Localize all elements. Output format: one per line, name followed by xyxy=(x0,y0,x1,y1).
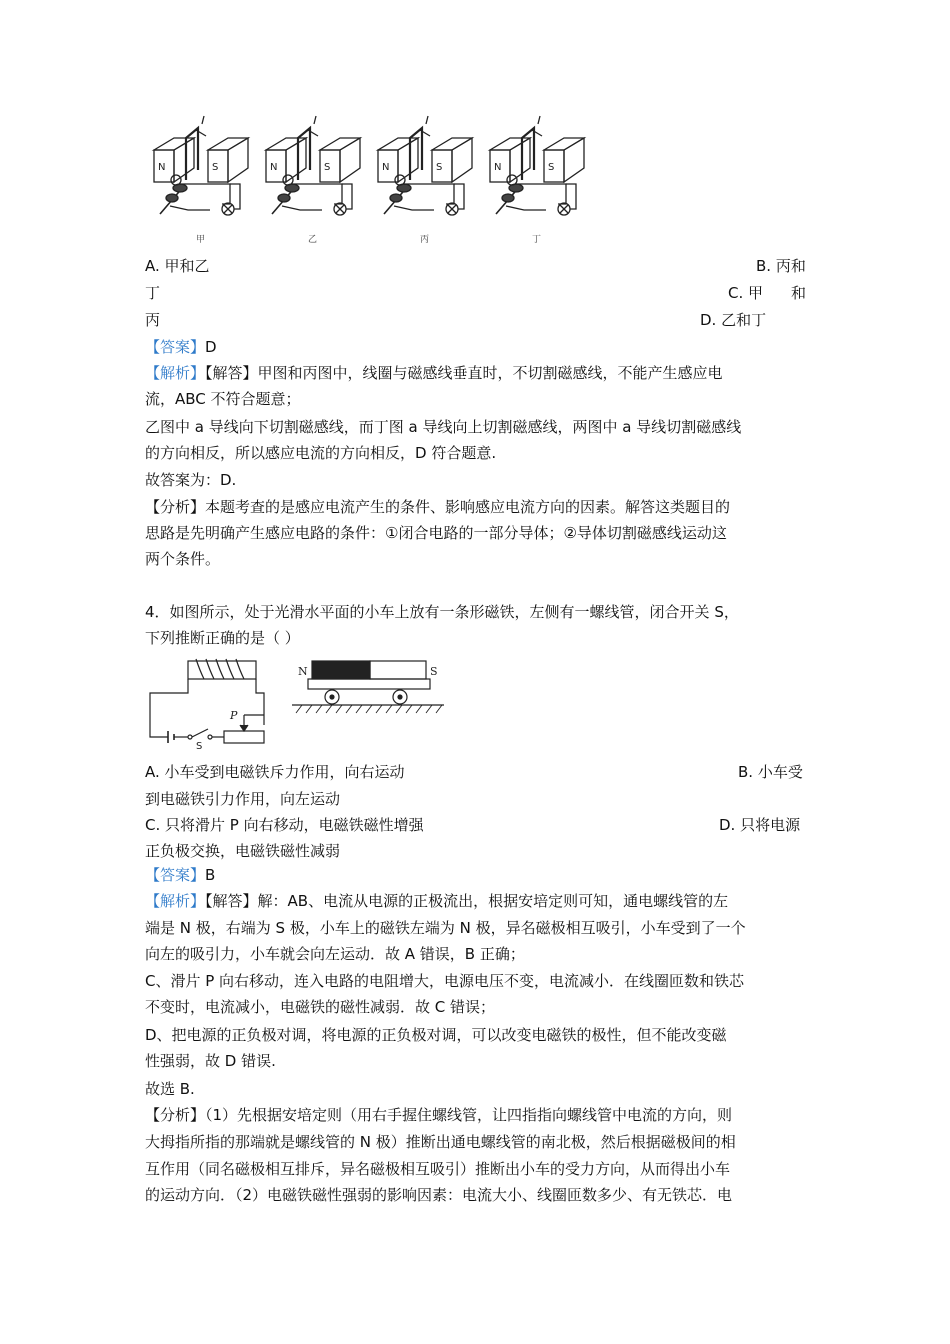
s-pole-label: S xyxy=(430,665,438,678)
analysis-line: 乙图中 a 导线向下切割磁感线，而丁图 a 导线向上切割磁感线，两图中 a 导线切割磁感线 xyxy=(145,418,742,436)
option-b-continued: 丁 xyxy=(145,284,161,302)
n-label-1: N xyxy=(158,162,166,173)
analysis-line xyxy=(145,363,723,383)
answer-value: B xyxy=(205,866,216,884)
switch-s-label: S xyxy=(196,741,203,750)
generator-diagrams-figure xyxy=(140,110,600,250)
answer-value: D xyxy=(205,338,217,356)
analysis-line: 向左的吸引力，小车就会向左运动．故 A 错误，B 正确； xyxy=(145,945,525,963)
question-4-stem: 下列推断正确的是（ ） xyxy=(145,629,300,647)
option-c-middle: 和 xyxy=(791,284,807,302)
fenxi-line: 两个条件。 xyxy=(145,550,221,568)
option-b: B. 小车受 xyxy=(738,763,803,781)
option-c: C. 只将滑片 P 向右移动，电磁铁磁性增强 xyxy=(145,816,424,834)
fenxi-line: 【分析】本题考查的是感应电流产生的条件、影响感应电流方向的因素。解答这类题目的 xyxy=(145,498,731,516)
figure-label-ding: 丁 xyxy=(532,235,542,245)
question-4-stem: 4．如图所示，处于光滑水平面的小车上放有一条形磁铁，左侧有一螺线管，闭合开关 S， xyxy=(145,603,739,621)
analysis-line: 不变时，电流减小，电磁铁的磁性减弱．故 C 错误； xyxy=(145,998,496,1016)
analysis-line: C、滑片 P 向右移动，连入电路的电阻增大，电源电压不变，电流减小．在线圈匝数和铁芯 xyxy=(145,972,745,990)
option-b: B. 丙和 xyxy=(756,257,806,275)
figure-label-jia: 甲 xyxy=(196,235,206,245)
option-d: D. 只将电源 xyxy=(719,816,801,834)
s-label-1: S xyxy=(212,162,219,173)
answer-tag: 【答案】 xyxy=(145,866,206,884)
s-label-2: S xyxy=(324,162,331,173)
option-a: A. 小车受到电磁铁斥力作用，向右运动 xyxy=(145,763,405,781)
analysis-tag: 【解析】 xyxy=(145,892,206,910)
option-a: A. 甲和乙 xyxy=(145,257,210,275)
option-c: C. 甲 xyxy=(728,284,764,302)
option-c-continued: 丙 xyxy=(145,311,161,329)
figure-label-yi: 乙 xyxy=(308,235,318,245)
s-label-3: S xyxy=(436,162,443,173)
n-label-4: N xyxy=(494,162,502,173)
figure-label-bing: 丙 xyxy=(420,235,430,245)
analysis-line: 流，ABC 不符合题意； xyxy=(145,390,301,408)
magnet-s-half xyxy=(370,661,426,679)
answer-line xyxy=(145,337,217,357)
fenxi-line: 大拇指所指的那端就是螺线管的 N 极）推断出通电螺线管的南北极，然后根据磁极间的相 xyxy=(145,1133,736,1151)
n-pole-label: N xyxy=(298,665,308,678)
s-label-4: S xyxy=(548,162,555,173)
analysis-line: 故答案为：D. xyxy=(145,471,237,489)
n-label-2: N xyxy=(270,162,278,173)
analysis-text: 【解答】甲图和丙图中，线圈与磁感线垂直时，不切割磁感线，不能产生感应电 xyxy=(205,364,723,382)
cart-magnet-figure xyxy=(290,655,450,715)
answer-tag: 【答案】 xyxy=(145,338,206,356)
fenxi-line: 【分析】（1）先根据安培定则（用右手握住螺线管，让四指指向螺线管中电流的方向，则 xyxy=(145,1106,733,1124)
option-d-continued: 正负极交换，电磁铁磁性减弱 xyxy=(145,842,341,860)
fenxi-line: 思路是先明确产生感应电路的条件：①闭合电路的一部分导体；②导体切割磁感线运动这 xyxy=(145,524,727,542)
analysis-line: 的方向相反，所以感应电流的方向相反，D 符合题意. xyxy=(145,444,497,462)
analysis-line: 性强弱，故 D 错误. xyxy=(145,1052,276,1070)
analysis-text: 【解答】解：AB、电流从电源的正极流出，根据安培定则可知，通电螺线管的左 xyxy=(205,892,729,910)
analysis-line: D、把电源的正负极对调，将电源的正负极对调，可以改变电磁铁的极性，但不能改变磁 xyxy=(145,1026,727,1044)
answer-line xyxy=(145,865,215,885)
n-label-3: N xyxy=(382,162,390,173)
magnet-n-half xyxy=(312,661,370,679)
generator-diagram xyxy=(154,116,248,215)
option-b-continued: 到电磁铁引力作用，向左运动 xyxy=(145,790,341,808)
option-d: D. 乙和丁 xyxy=(700,311,767,329)
solenoid-circuit-figure xyxy=(140,655,270,750)
analysis-line: 故选 B. xyxy=(145,1080,195,1098)
fenxi-line: 的运动方向．（2）电磁铁磁性强弱的影响因素：电流大小、线圈匝数多少、有无铁芯．电 xyxy=(145,1186,733,1204)
slider-p-label: P xyxy=(230,709,238,722)
analysis-line: 端是 N 极，右端为 S 极，小车上的磁铁左端为 N 极，异名磁极相互吸引，小车受到了一个 xyxy=(145,919,746,937)
analysis-line xyxy=(145,891,728,911)
analysis-tag: 【解析】 xyxy=(145,364,206,382)
fenxi-line: 互作用（同名磁极相互排斥，异名磁极相互吸引）推断出小车的受力方向，从而得出小车 xyxy=(145,1160,731,1178)
